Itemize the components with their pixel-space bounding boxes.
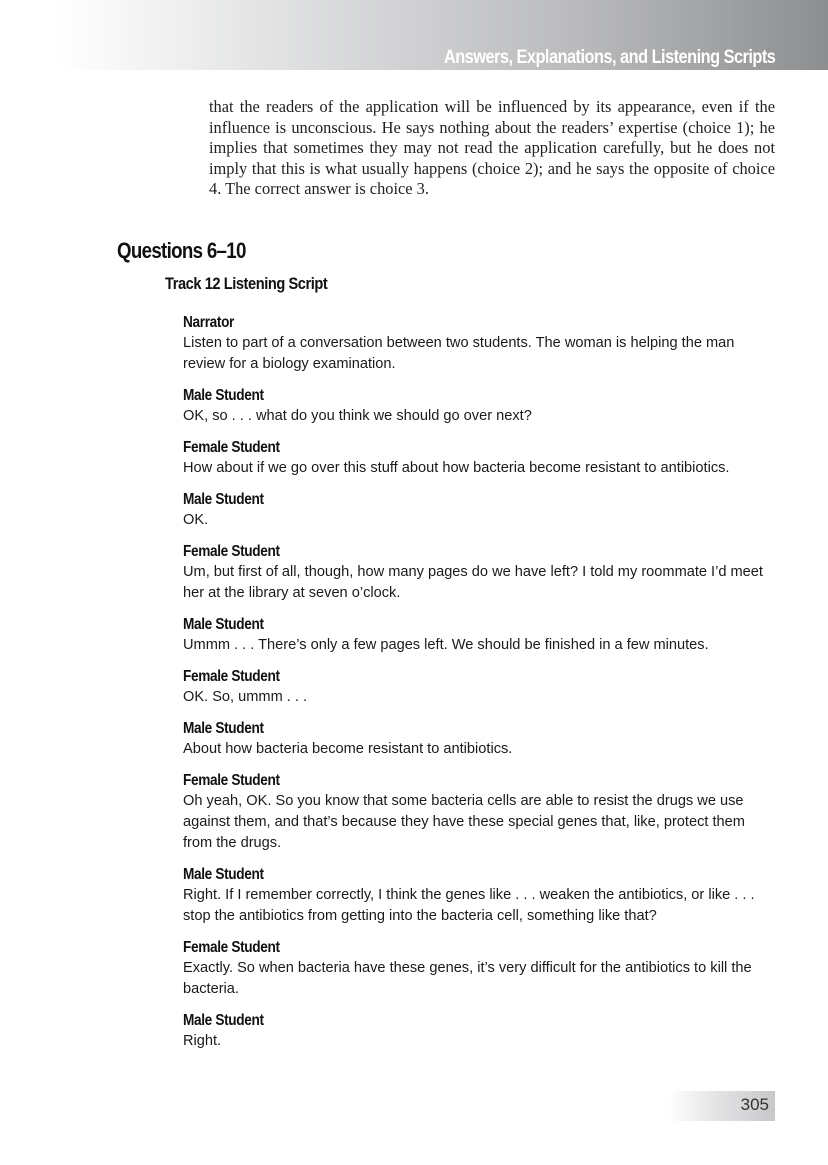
dialogue-turn [183, 937, 777, 1000]
speaker-name: Male Student [183, 720, 264, 737]
spoken-text: Exactly. So when bacteria have these genes, it’s very difficult for the antibiotics to kill the bacteria. [183, 960, 752, 997]
dialogue-turn [183, 666, 777, 708]
speaker-name: Male Student [183, 616, 264, 633]
speaker-name: Female Student [183, 939, 280, 956]
page-number: 305 [740, 1095, 769, 1114]
intro-paragraph: that the readers of the application will be influenced by its appearance, even if the influence is unconscious. He says nothing about the readers’ expertise (choice 1); he implies that sometimes they may not read the application carefully, but he does not imply that this is what usually happens (choice 2); and he says the opposite of choice 4. The correct answer is choice 3. [209, 97, 775, 199]
spoken-text: Ummm . . . There’s only a few pages left. We should be finished in a few minutes. [183, 637, 709, 653]
spoken-text: About how bacteria become resistant to antibiotics. [183, 741, 513, 757]
dialogue-turn [183, 770, 777, 854]
listening-script [183, 312, 777, 1062]
dialogue-turn [183, 385, 777, 427]
dialogue-turn [183, 864, 777, 927]
dialogue-turn [183, 489, 777, 531]
spoken-text: How about if we go over this stuff about how bacteria become resistant to antibiotics. [183, 460, 730, 476]
dialogue-turn [183, 718, 777, 760]
spoken-text: Right. [183, 1033, 222, 1049]
speaker-name: Narrator [183, 314, 235, 331]
speaker-name: Male Student [183, 387, 264, 404]
section-heading: Questions 6–10 [117, 238, 246, 263]
spoken-text: Um, but first of all, though, how many pages do we have left? I told my roommate I’d meet her at the library at seven o’clock. [183, 564, 763, 601]
speaker-name: Female Student [183, 668, 280, 685]
spoken-text: Listen to part of a conversation between two students. The woman is helping the man review for a biology examination. [183, 335, 735, 372]
header-band [0, 0, 828, 70]
spoken-text: OK, so . . . what do you think we should go over next? [183, 408, 532, 424]
spoken-text: Oh yeah, OK. So you know that some bacteria cells are able to resist the drugs we use against them, and that’s because they have these special genes that, like, protect them from the drugs. [183, 793, 745, 851]
spoken-text: OK. [183, 512, 209, 528]
spoken-text: OK. So, ummm . . . [183, 689, 308, 705]
track-heading: Track 12 Listening Script [165, 274, 328, 293]
page-number-box [668, 1091, 775, 1121]
speaker-name: Female Student [183, 772, 280, 789]
running-head: Answers, Explanations, and Listening Scripts [443, 47, 775, 68]
dialogue-turn [183, 614, 777, 656]
dialogue-turn [183, 541, 777, 604]
speaker-name: Male Student [183, 866, 264, 883]
spoken-text: Right. If I remember correctly, I think the genes like . . . weaken the antibiotics, or like . . . stop the antibiotics from getting into the bacteria cell, something like that? [183, 887, 755, 924]
speaker-name: Female Student [183, 543, 280, 560]
speaker-name: Female Student [183, 439, 280, 456]
dialogue-turn [183, 312, 777, 375]
speaker-name: Male Student [183, 1012, 264, 1029]
dialogue-turn [183, 437, 777, 479]
speaker-name: Male Student [183, 491, 264, 508]
dialogue-turn [183, 1010, 777, 1052]
